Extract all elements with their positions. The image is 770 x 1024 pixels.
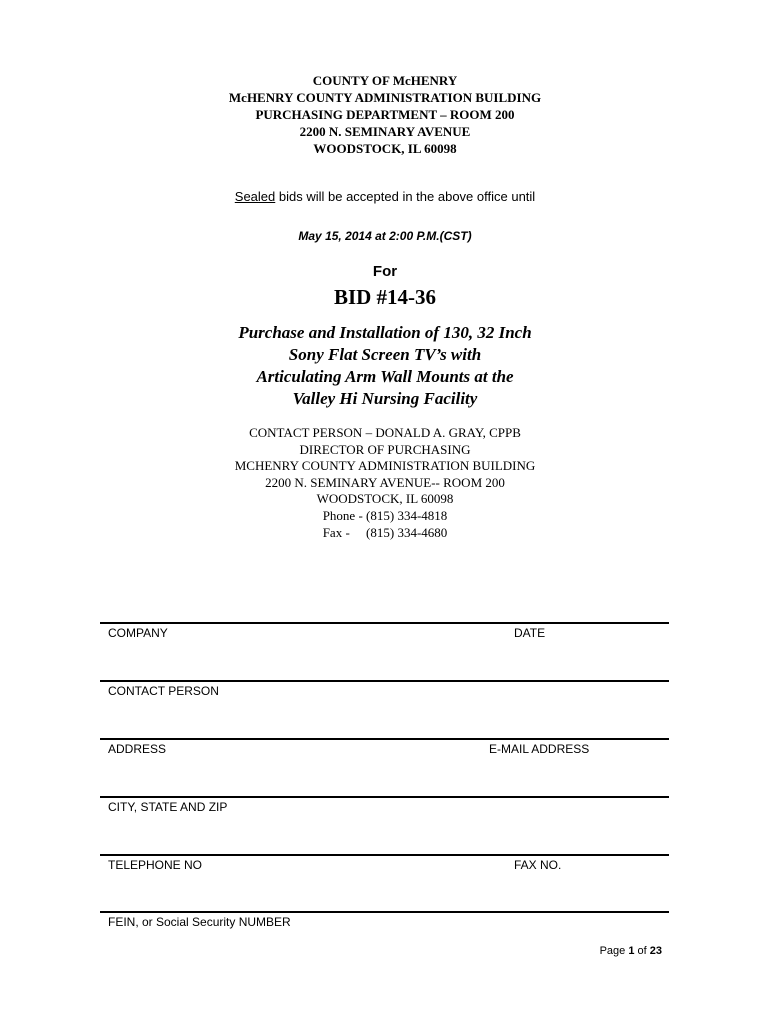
page-total: 23 [649,945,662,957]
header-line-county: COUNTY OF McHENRY [312,73,458,88]
company-label: COMPANY [108,626,168,640]
telephone-label: TELEPHONE NO [108,858,203,872]
city-state-zip-line [100,796,669,798]
header-line-department: PURCHASING DEPARTMENT – ROOM 200 [255,107,515,122]
contact-line-street: 2200 N. SEMINARY AVENUE-- ROOM 200 [265,474,505,490]
fein-label: FEIN, or Social Security NUMBER [108,915,291,929]
of-word: of [634,945,650,957]
header-line-building: McHENRY COUNTY ADMINISTRATION BUILDING [228,90,542,105]
contact-line-title: DIRECTOR OF PURCHASING [299,441,471,457]
header-line-street: 2200 N. SEMINARY AVENUE [299,124,471,139]
contact-line-person: CONTACT PERSON – DONALD A. GRAY, CPPB [249,425,521,440]
date-label: DATE [514,626,546,640]
contact-block [0,425,770,541]
page-current: 1 [628,945,635,957]
contact-line-phone: Phone - (815) 334-4818 [322,507,448,523]
bid-number: BID #14-36 [333,285,437,309]
bid-title-line: Valley Hi Nursing Facility [292,389,478,408]
bid-title-line: Articulating Arm Wall Mounts at the [256,367,514,386]
for-label: For [372,263,398,280]
contact-line-building: MCHENRY COUNTY ADMINISTRATION BUILDING [234,458,536,474]
company-line [100,622,669,624]
fax-label: FAX NO. [514,858,562,872]
bid-deadline: May 15, 2014 at 2:00 P.M.(CST) [298,229,472,243]
bid-title-line: Purchase and Installation of 130, 32 Inch [238,323,532,342]
page-word: Page [599,945,629,957]
header-line-city: WOODSTOCK, IL 60098 [313,141,457,156]
telephone-line [100,854,669,856]
contact-line-fax: Fax - (815) 334-4680 [322,524,448,540]
contact-person-label: CONTACT PERSON [108,684,219,698]
city-state-zip-label: CITY, STATE AND ZIP [108,800,228,814]
contact-line-city: WOODSTOCK, IL 60098 [316,491,454,507]
county-header [0,72,770,157]
bid-title-line: Sony Flat Screen TV’s with [288,345,482,364]
page-number [600,945,662,957]
contact-person-line [100,680,669,682]
sealed-bids-notice [0,189,770,204]
fein-line [100,911,669,913]
address-line [100,738,669,740]
email-label: E-MAIL ADDRESS [489,742,590,756]
notice-text: bids will be accepted in the above office until [275,189,536,204]
address-label: ADDRESS [108,742,167,756]
bid-title [0,322,770,410]
sealed-word: Sealed [234,189,276,204]
